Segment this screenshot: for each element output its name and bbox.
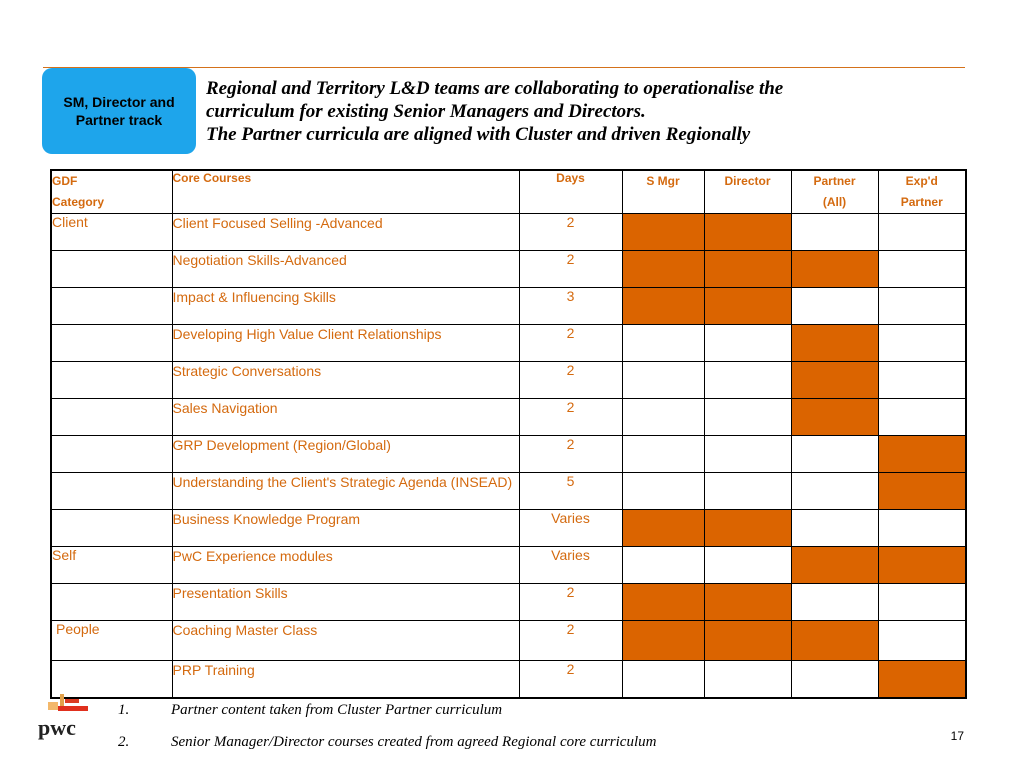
track-badge: SM, Director and Partner track	[42, 68, 196, 154]
table-body	[51, 214, 966, 698]
director-applicability-cell	[704, 362, 791, 399]
director-applicability-cell	[704, 288, 791, 325]
table-row	[51, 661, 966, 698]
days-cell: 2	[519, 436, 622, 473]
category-cell: Client	[51, 214, 172, 251]
director-applicability-cell	[704, 399, 791, 436]
days-cell: Varies	[519, 547, 622, 584]
smgr-applicability-cell	[622, 584, 704, 621]
days-cell: Varies	[519, 510, 622, 547]
days-cell: 2	[519, 584, 622, 621]
course-name-cell: Sales Navigation	[172, 399, 519, 436]
course-name-cell: Coaching Master Class	[172, 621, 519, 661]
smgr-applicability-cell	[622, 399, 704, 436]
director-applicability-cell	[704, 621, 791, 661]
course-name-cell: Impact & Influencing Skills	[172, 288, 519, 325]
smgr-applicability-cell	[622, 214, 704, 251]
director-applicability-cell	[704, 510, 791, 547]
course-name-cell: Client Focused Selling -Advanced	[172, 214, 519, 251]
course-name-cell: Negotiation Skills-Advanced	[172, 251, 519, 288]
page-number: 17	[950, 729, 964, 743]
director-applicability-cell	[704, 661, 791, 698]
header-director: Director	[704, 170, 791, 214]
smgr-applicability-cell	[622, 325, 704, 362]
director-applicability-cell	[704, 547, 791, 584]
course-name-cell: Strategic Conversations	[172, 362, 519, 399]
header-expd-line-1: Exp'd	[905, 174, 938, 188]
partner-applicability-cell	[791, 362, 878, 399]
days-cell: 2	[519, 362, 622, 399]
category-cell	[51, 325, 172, 362]
headline-line-1: Regional and Territory L&D teams are collaborating to operationalise the	[206, 78, 784, 99]
headline-line-3: The Partner curricula are aligned with Cluster and driven Regionally	[206, 124, 751, 145]
expd-applicability-cell	[878, 621, 966, 661]
partner-applicability-cell	[791, 473, 878, 510]
smgr-applicability-cell	[622, 436, 704, 473]
partner-applicability-cell	[791, 510, 878, 547]
smgr-applicability-cell	[622, 510, 704, 547]
partner-applicability-cell	[791, 214, 878, 251]
director-applicability-cell	[704, 436, 791, 473]
category-cell	[51, 473, 172, 510]
course-name-cell: Understanding the Client's Strategic Agenda (INSEAD)	[172, 473, 519, 510]
expd-applicability-cell	[878, 661, 966, 698]
header-days: Days	[519, 170, 622, 214]
category-cell	[51, 436, 172, 473]
footnote-number: 2.	[118, 734, 130, 750]
director-applicability-cell	[704, 214, 791, 251]
svg-text:pwc: pwc	[38, 715, 76, 740]
expd-applicability-cell	[878, 325, 966, 362]
table-row	[51, 473, 966, 510]
days-cell: 2	[519, 399, 622, 436]
header-expd-partner	[878, 170, 966, 214]
footnote-number: 1.	[118, 702, 130, 718]
director-applicability-cell	[704, 251, 791, 288]
days-cell: 2	[519, 661, 622, 698]
table-row	[51, 214, 966, 251]
partner-applicability-cell	[791, 584, 878, 621]
smgr-applicability-cell	[622, 362, 704, 399]
expd-applicability-cell	[878, 436, 966, 473]
course-name-cell: Developing High Value Client Relationships	[172, 325, 519, 362]
smgr-applicability-cell	[622, 251, 704, 288]
header-partner-line-1: Partner	[813, 174, 856, 188]
smgr-applicability-cell	[622, 547, 704, 584]
expd-applicability-cell	[878, 214, 966, 251]
category-cell: People	[51, 621, 172, 661]
partner-applicability-cell	[791, 251, 878, 288]
director-applicability-cell	[704, 325, 791, 362]
expd-applicability-cell	[878, 399, 966, 436]
category-cell	[51, 584, 172, 621]
course-name-cell: GRP Development (Region/Global)	[172, 436, 519, 473]
category-cell: Self	[51, 547, 172, 584]
partner-applicability-cell	[791, 325, 878, 362]
slide-headline	[206, 77, 996, 146]
expd-applicability-cell	[878, 510, 966, 547]
table-row	[51, 288, 966, 325]
course-name-cell: PwC Experience modules	[172, 547, 519, 584]
expd-applicability-cell	[878, 584, 966, 621]
partner-applicability-cell	[791, 399, 878, 436]
header-partner	[791, 170, 878, 214]
table-row	[51, 584, 966, 621]
director-applicability-cell	[704, 584, 791, 621]
header-category-line-1: GDF	[52, 174, 78, 188]
expd-applicability-cell	[878, 547, 966, 584]
header-category-line-2: Category	[52, 195, 105, 209]
expd-applicability-cell	[878, 251, 966, 288]
smgr-applicability-cell	[622, 661, 704, 698]
days-cell: 2	[519, 325, 622, 362]
days-cell: 3	[519, 288, 622, 325]
smgr-applicability-cell	[622, 288, 704, 325]
header-expd-line-2: Partner	[900, 195, 943, 209]
category-cell	[51, 288, 172, 325]
category-cell	[51, 510, 172, 547]
director-applicability-cell	[704, 473, 791, 510]
header-partner-line-2: (All)	[822, 195, 847, 209]
days-cell: 2	[519, 251, 622, 288]
partner-applicability-cell	[791, 661, 878, 698]
smgr-applicability-cell	[622, 473, 704, 510]
header-core-courses: Core Courses	[172, 170, 519, 214]
category-cell	[51, 661, 172, 698]
expd-applicability-cell	[878, 362, 966, 399]
table-row	[51, 251, 966, 288]
headline-line-2: curriculum for existing Senior Managers and Directors.	[206, 101, 646, 122]
category-cell	[51, 362, 172, 399]
table-row	[51, 436, 966, 473]
header-smgr: S Mgr	[622, 170, 704, 214]
partner-applicability-cell	[791, 288, 878, 325]
category-cell	[51, 251, 172, 288]
table-row	[51, 325, 966, 362]
expd-applicability-cell	[878, 473, 966, 510]
expd-applicability-cell	[878, 288, 966, 325]
smgr-applicability-cell	[622, 621, 704, 661]
footnote-text: Senior Manager/Director courses created from agreed Regional core curriculum	[171, 734, 657, 750]
days-cell: 5	[519, 473, 622, 510]
table-header-row	[51, 170, 966, 214]
course-name-cell: Presentation Skills	[172, 584, 519, 621]
table-row	[51, 621, 966, 661]
partner-applicability-cell	[791, 436, 878, 473]
days-cell: 2	[519, 621, 622, 661]
course-name-cell: PRP Training	[172, 661, 519, 698]
header-category	[51, 170, 172, 214]
table-row	[51, 399, 966, 436]
days-cell: 2	[519, 214, 622, 251]
pwc-logo-icon	[38, 693, 94, 743]
table-row	[51, 362, 966, 399]
course-name-cell: Business Knowledge Program	[172, 510, 519, 547]
table-row	[51, 510, 966, 547]
footnote-text: Partner content taken from Cluster Partner curriculum	[171, 702, 503, 718]
category-cell	[51, 399, 172, 436]
curriculum-table	[50, 169, 967, 699]
partner-applicability-cell	[791, 547, 878, 584]
partner-applicability-cell	[791, 621, 878, 661]
table-row	[51, 547, 966, 584]
